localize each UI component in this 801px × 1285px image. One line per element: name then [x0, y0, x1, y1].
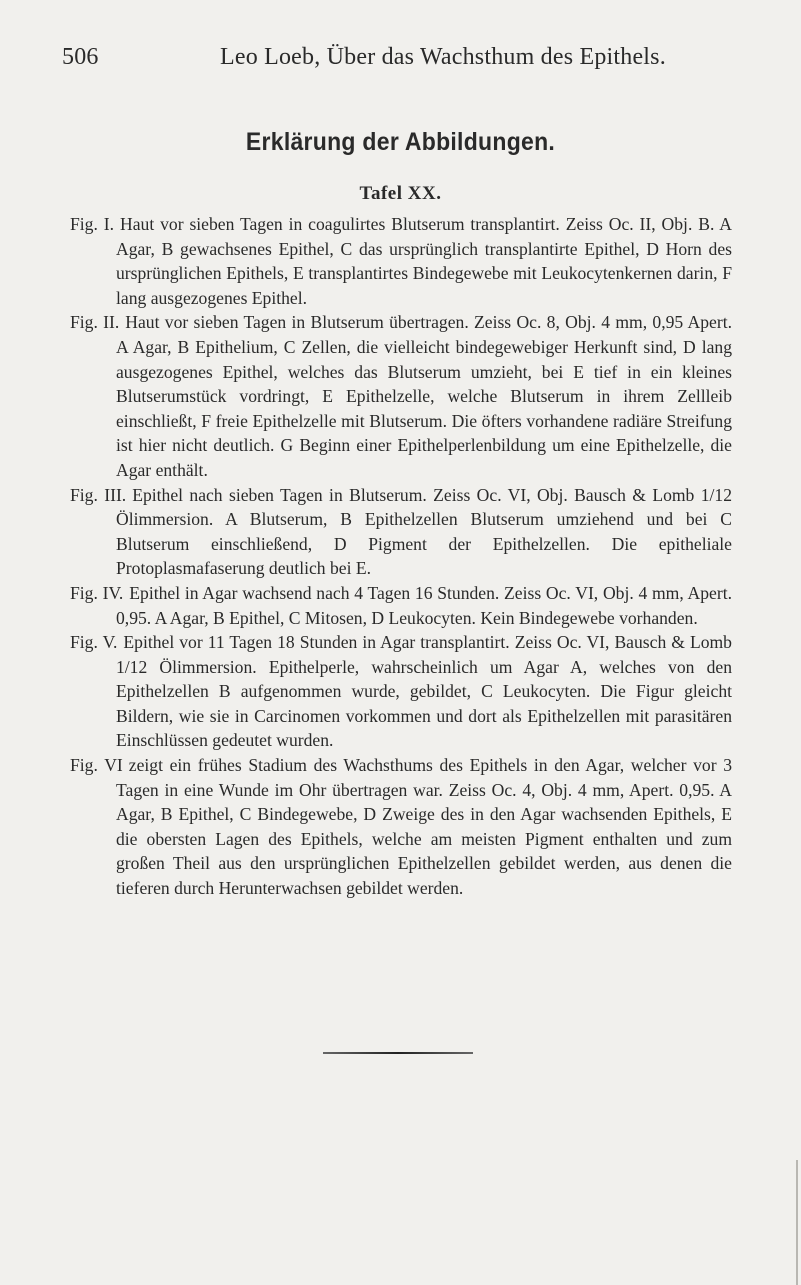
running-header: [62, 44, 739, 80]
figure-legend-entry: [70, 212, 732, 310]
figure-description: zeigt ein frühes Stadium des Wachsthums des Epithels in den Agar, welcher vor 3 Tagen in eine Wunde im Ohr übertragen war. Zeiss Oc. 4, Obj. 4 mm, Apert. 0,95. A Agar, B Epithel, C Bindegewebe, D Zweige des in den Agar wachsenden Epithels, E die obersten Lagen des Epithels, welche am meisten Pigment enthalten und zum großen Theil aus den ursprünglichen Epithelzellen gebildet werden, aus denen die tieferen durch Herunterwachsen gebildet werden.: [116, 755, 733, 899]
figure-legend-entry: [70, 483, 732, 581]
figure-description: Epithel vor 11 Tagen 18 Stunden in Agar transplantirt. Zeiss Oc. VI, Bausch & Lomb 1/12 Ölimmersion. Epithelperle, wahrscheinlich um Agar A, welches von den Epithelzellen B aufgenommen wurde, gebildet, C Leukocyten. Die Figur gleicht Bildern, wie sie in Carcinomen vorkommen und dort als Epithelzellen mit parasitären Einschlüssen gedeutet wurden.: [116, 632, 732, 751]
section-divider: [323, 1052, 473, 1054]
figure-legend-list: [70, 212, 732, 901]
figure-description: Haut vor sieben Tagen in coagulirtes Blutserum transplantirt. Zeiss Oc. II, Obj. B. A Agar, B gewachsenes Epithel, C das ursprünglich transplantirte Epithel, D Horn des ursprünglichen Epithels, E transplantirtes Bindegewebe mit Leukocytenkernen darin, F lang ausgezogenes Epithel.: [116, 214, 732, 308]
figure-description: Haut vor sieben Tagen in Blutserum übertragen. Zeiss Oc. 8, Obj. 4 mm, 0,95 Apert. A Agar, B Epithelium, C Zellen, die vielleicht bindegewebiger Herkunft sind, D lang ausgezogenes Epithel, welches das Blutserum umzieht, bei E tief in ein kleines Blutserumstück vordringt, E Epithelzelle, welche Blutserum in ihrem Zellleib einschließt, F freie Epithelzelle mit Blutserum. Die öfters vorhandene radiäre Streifung ist hier nicht deutlich. G Beginn einer Epithelperlenbildung um eine Epithelzelle, die Agar enthält.: [116, 312, 732, 480]
figure-description: Epithel nach sieben Tagen in Blutserum. Zeiss Oc. VI, Obj. Bausch & Lomb 1/12 Ölimmersion. A Blutserum, B Epithelzellen Blutserum umziehend und bei C Blutserum einschließend, D Pigment der Epithelzellen. Die epitheliale Protoplasmafaserung deutlich bei E.: [116, 484, 732, 579]
figure-legend-entry: [70, 630, 732, 753]
figure-legend-entry: [70, 581, 732, 630]
figure-legend-entry: [70, 753, 732, 901]
figure-legend-entry: [70, 310, 732, 482]
page-edge-shadow: [796, 1160, 798, 1285]
section-heading: Erklärung der Abbildungen.: [245, 128, 556, 156]
figure-label: Fig. V.: [70, 632, 118, 653]
running-title: Leo Loeb, Über das Wachsthum des Epithels.: [220, 44, 666, 70]
figure-label: Fig. III.: [70, 484, 127, 505]
figure-label: Fig. IV.: [70, 582, 124, 603]
figure-label: Fig. I.: [70, 214, 115, 234]
figure-label: Fig. VI: [70, 755, 123, 776]
figure-label: Fig. II.: [70, 312, 120, 333]
figure-description: Epithel in Agar wachsend nach 4 Tagen 16 Stunden. Zeiss Oc. VI, Obj. 4 mm, Apert. 0,95. A Agar, B Epithel, C Mitosen, D Leukocyten. Kein Bindegewebe vorhanden.: [116, 582, 732, 628]
page-number: 506: [62, 44, 99, 70]
plate-title: Tafel XX.: [359, 183, 442, 204]
